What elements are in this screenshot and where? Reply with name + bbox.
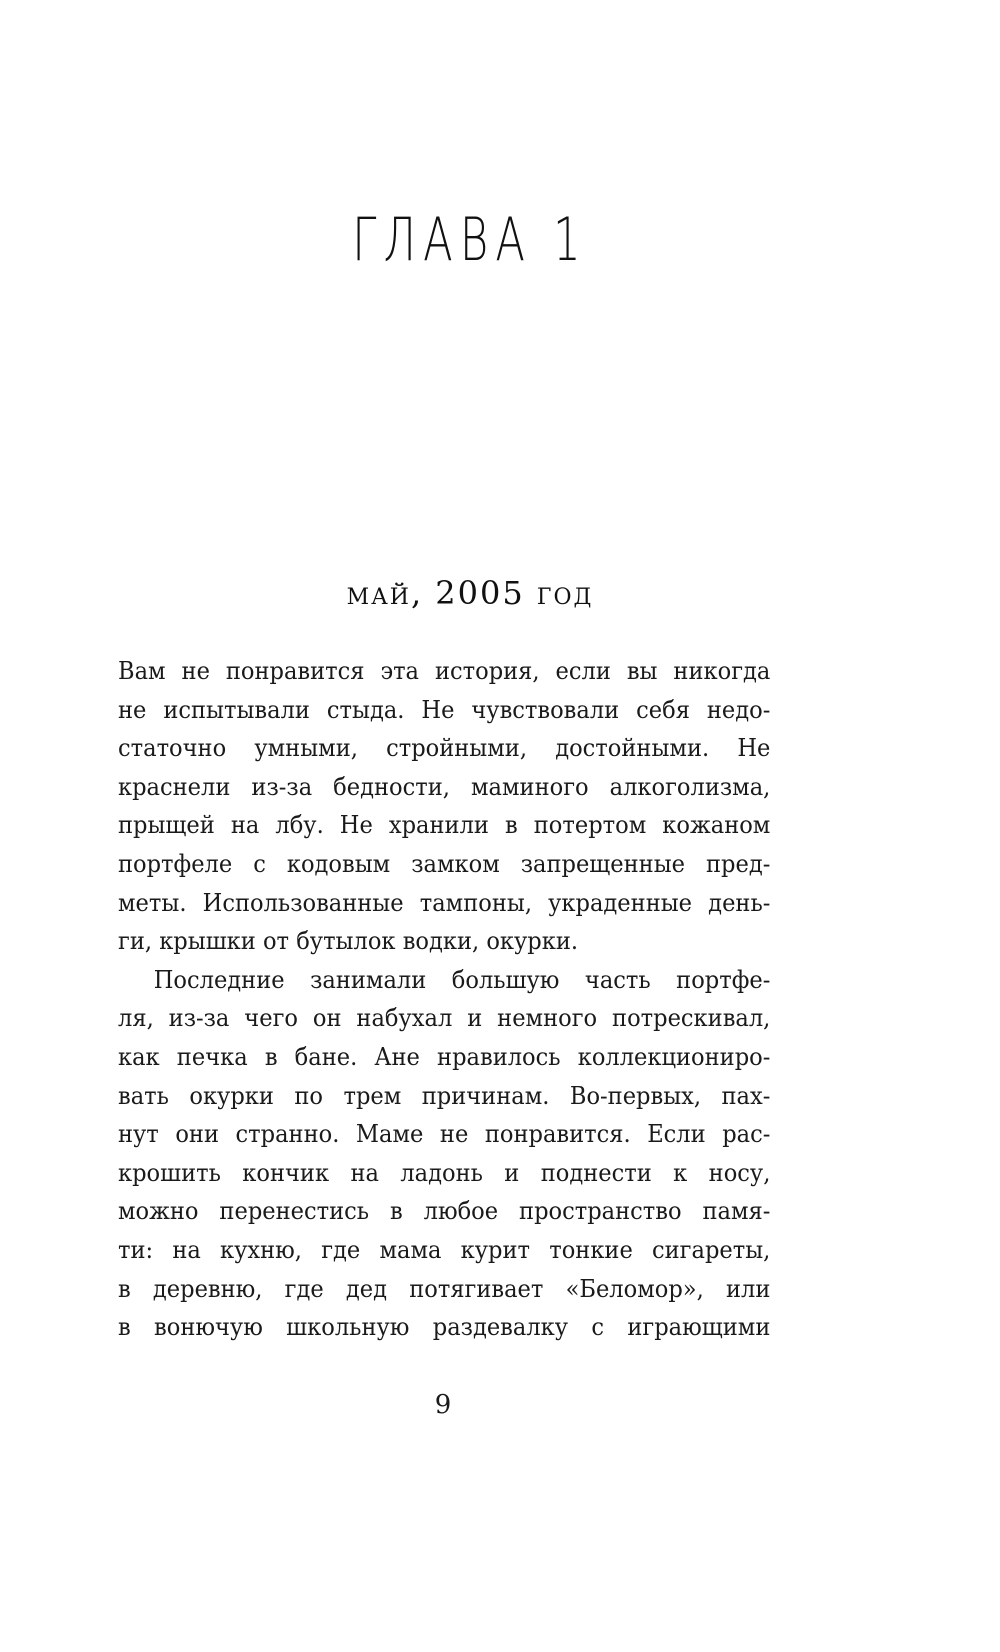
- text-line: Последние занимали большую часть портфе-: [153, 965, 771, 994]
- text-line: можно перенестись в любое пространство памя-: [118, 1197, 771, 1226]
- text-line: нут они странно. Маме не понравится. Если рас-: [118, 1120, 771, 1149]
- text-line: вать окурки по трем причинам. Во-первых, пах-: [118, 1081, 771, 1110]
- text-line: меты. Использованные тампоны, украденные день-: [118, 888, 771, 917]
- text-line: как печка в бане. Ане нравилось коллекциониро-: [118, 1042, 771, 1071]
- text-line: в деревню, где дед потягивает «Беломор», или: [118, 1274, 771, 1303]
- text-line: прыщей на лбу. Не хранили в потертом кожаном: [118, 811, 771, 840]
- text-line: ти: на кухню, где мама курит тонкие сигареты,: [118, 1235, 771, 1264]
- text-line: Вам не понравится эта история, если вы никогда: [118, 657, 771, 685]
- text-line: краснели из-за бедности, маминого алкоголизма,: [118, 772, 771, 801]
- chapter-title: ГЛАВА 1: [352, 205, 588, 275]
- body-text: [118, 652, 770, 1347]
- text-line: портфеле с кодовым замком запрещенные пред-: [118, 849, 771, 878]
- section-title: май, 2005 год: [346, 574, 594, 612]
- text-line: не испытывали стыда. Не чувствовали себя недо-: [118, 695, 771, 724]
- text-line: ля, из-за чего он набухал и немного потрескивал,: [118, 1004, 771, 1033]
- text-line: статочно умными, стройными, достойными. Не: [118, 734, 771, 763]
- page-number: 9: [434, 1390, 452, 1420]
- text-line: ги, крышки от бутылок водки, окурки.: [118, 927, 579, 956]
- text-line: крошить кончик на ладонь и поднести к носу,: [118, 1158, 771, 1187]
- text-line: в вонючую школьную раздевалку с играющими: [118, 1313, 771, 1342]
